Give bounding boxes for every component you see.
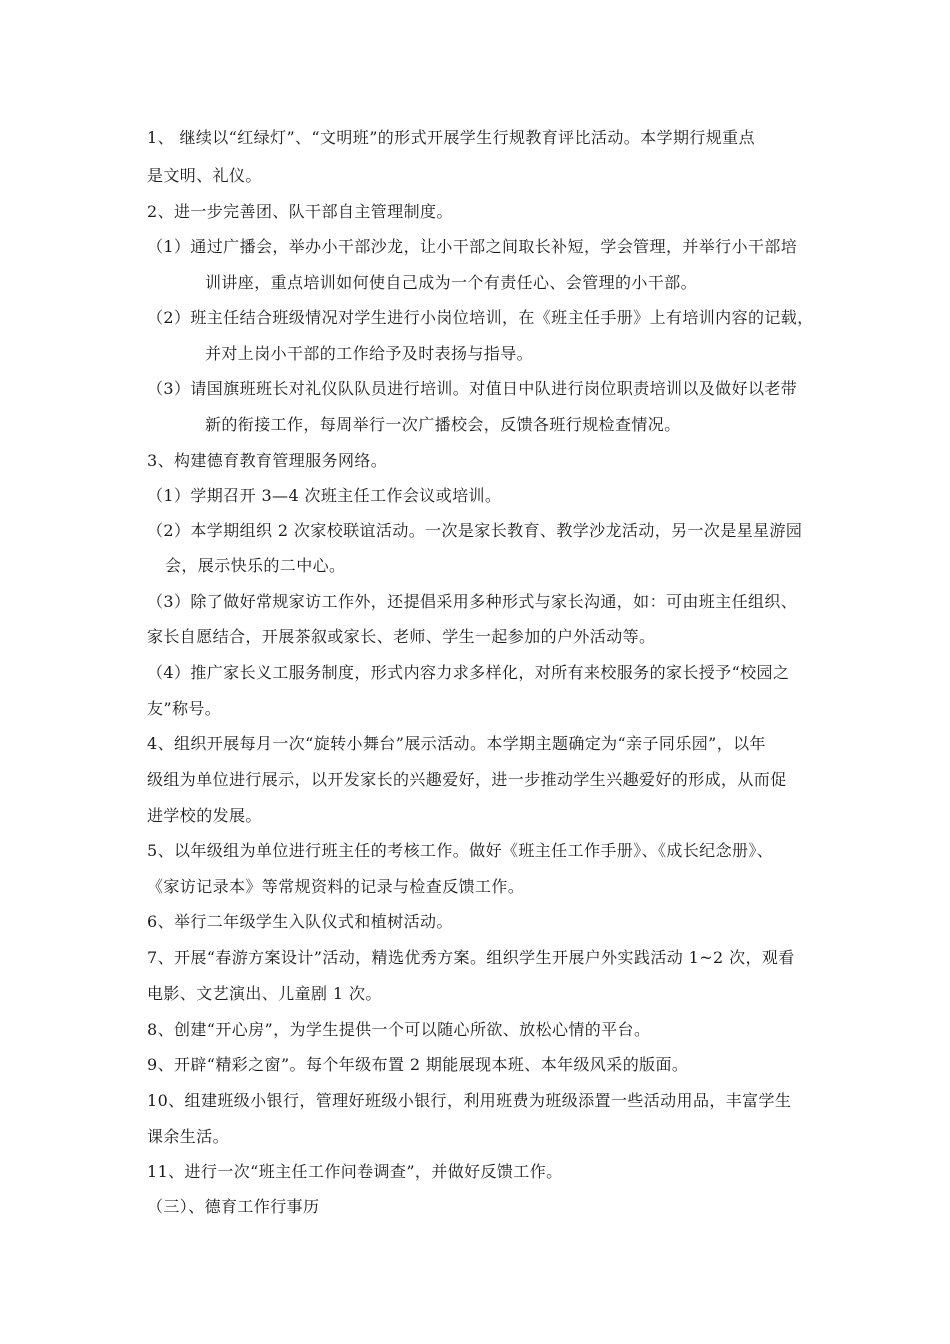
text-line: 会，展示快乐的二中心。 [165,556,346,575]
text-line: 是文明、礼仪。 [147,166,262,185]
text-line: 3、构建德育教育管理服务网络。 [147,451,388,470]
text-line: 11、进行一次“班主任工作问卷调查”，并做好反馈工作。 [147,1162,563,1181]
text-line: 《家访记录本》等常规资料的记录与检查反馈工作。 [147,877,525,896]
text-line: 训讲座，重点培训如何使自己成为一个有责任心、会管理的小干部。 [205,273,698,292]
text-line: 并对上岗小干部的工作给予及时表扬与指导。 [205,344,534,363]
text-line: 1、 继续以“红绿灯”、“文明班”的形式开展学生行规教育评比活动。本学期行规重点 [147,128,755,147]
text-line: 课余生活。 [147,1127,230,1146]
section-heading: （三）、德育工作行事历 [147,1197,320,1216]
text-line: 9、开辟“精彩之窗”。每个年级布置 2 期能展现本班、本年级风采的版面。 [147,1055,689,1074]
text-line: 5、以年级组为单位进行班主任的考核工作。做好《班主任工作手册》、《成长纪念册》、 [147,841,774,860]
text-line: 4、组织开展每月一次“旋转小舞台”展示活动。本学期主题确定为“亲子同乐园”，以年 [147,734,766,753]
text-line: （3）请国旗班班长对礼仪队队员进行培训。对值日中队进行岗位职责培训以及做好以老带 [147,379,798,398]
text-line: 10、组建班级小银行，管理好班级小银行，利用班费为班级添置一些活动用品，丰富学生 [147,1091,792,1110]
text-line: （1）学期召开 3—4 次班主任工作会议或培训。 [147,486,502,505]
text-line: 家长自愿结合，开展茶叙或家长、老师、学生一起参加的户外活动等。 [147,627,656,646]
text-line: 2、进一步完善团、队干部自主管理制度。 [147,202,453,221]
text-line: （4）推广家长义工服务制度，形式内容力求多样化，对所有来校服务的家长授予“校园之 [147,663,790,682]
text-line: 新的衔接工作，每周举行一次广播校会，反馈各班行规检查情况。 [205,415,681,434]
text-line: 级组为单位进行展示，以开发家长的兴趣爱好，进一步推动学生兴趣爱好的形成，从而促 [147,770,787,789]
text-line: 进学校的发展。 [147,806,262,825]
text-line: 8、创建“开心房”，为学生提供一个可以随心所欲、放松心情的平台。 [147,1020,651,1039]
text-line: （3）除了做好常规家访工作外，还提倡采用多种形式与家长沟通，如：可由班主任组织、 [147,592,798,611]
text-line: 电影、文艺演出、儿童剧 1 次。 [147,984,382,1003]
text-line: 友”称号。 [147,699,222,718]
text-line: （2）本学期组织 2 次家校联谊活动。一次是家长教育、教学沙龙活动，另一次是星星游园 [147,521,803,540]
text-line: 6、举行二年级学生入队仪式和植树活动。 [147,912,453,931]
text-line: （2）班主任结合班级情况对学生进行小岗位培训，在《班主任手册》上有培训内容的记载， [147,308,814,327]
text-line: 7、开展“春游方案设计”活动，精选优秀方案。组织学生开展户外实践活动 1~2 次，观看 [147,948,795,967]
text-line: （1）通过广播会，举办小干部沙龙，让小干部之间取长补短，学会管理，并举行小干部培 [147,237,798,256]
